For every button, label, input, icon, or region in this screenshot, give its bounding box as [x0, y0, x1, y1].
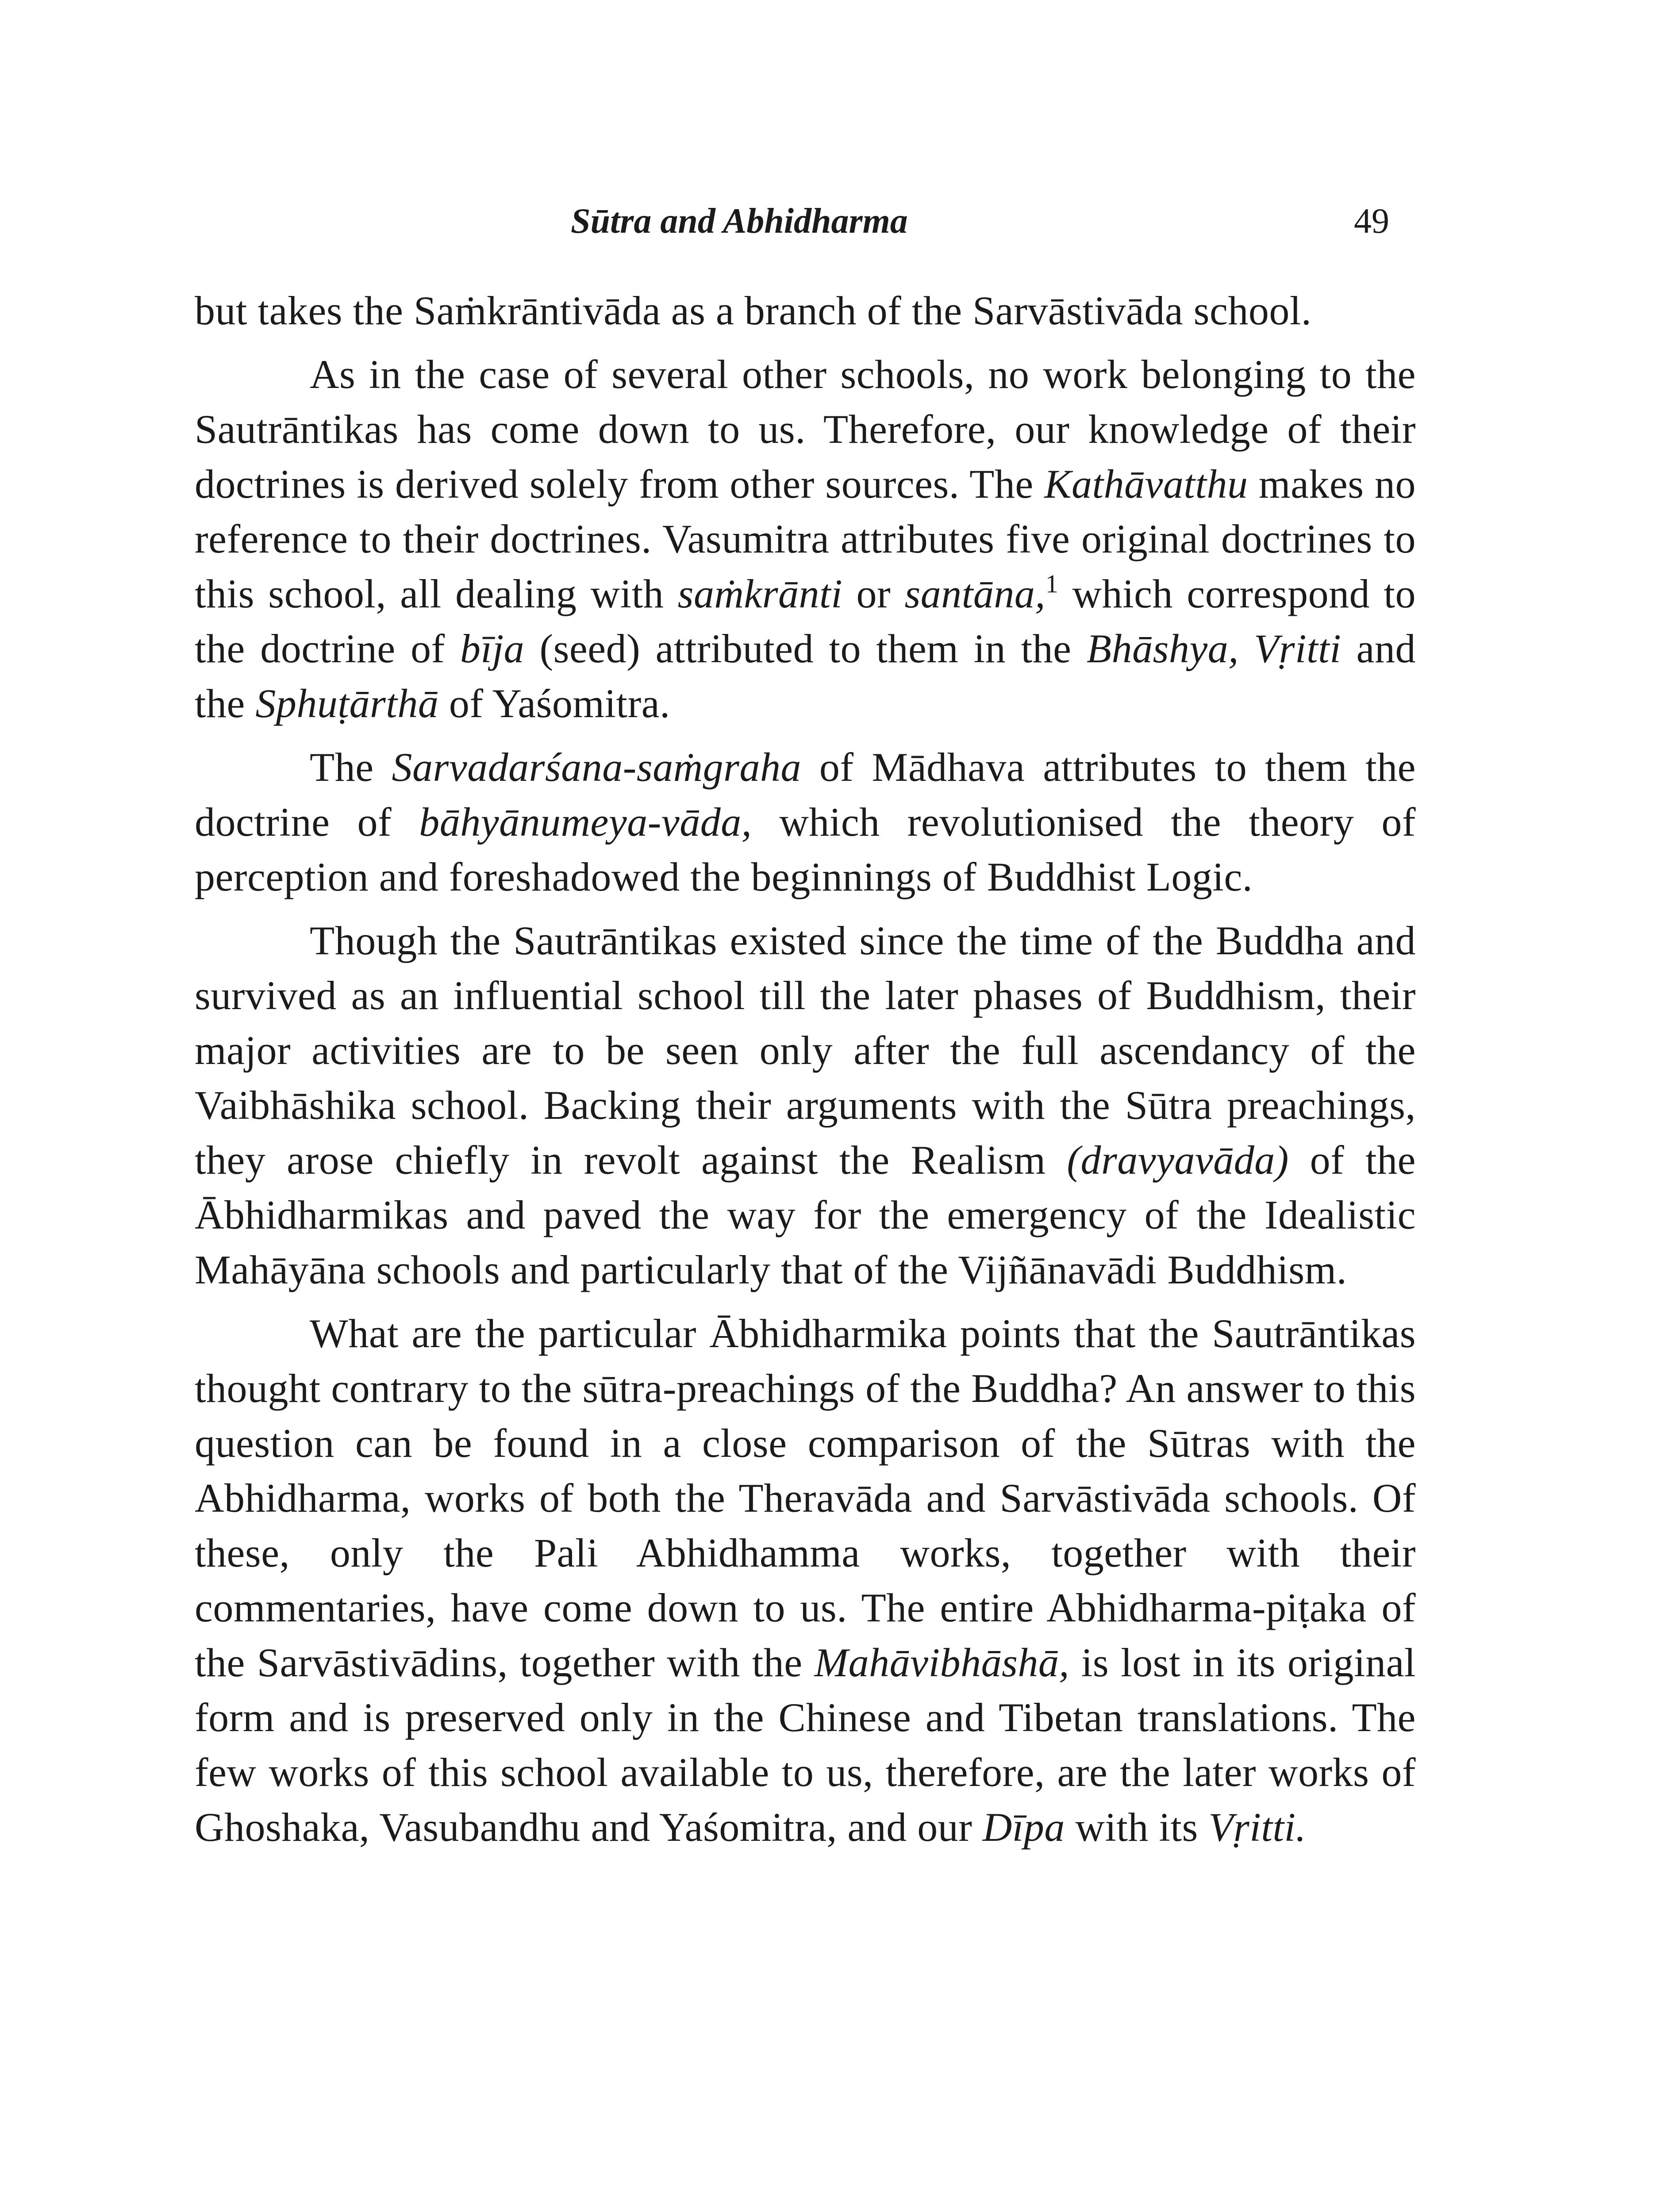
text-run: with its	[1065, 1805, 1209, 1850]
text-run: of Mādhava attributes to them the doctrine of	[195, 745, 1416, 845]
italic-term: saṁkrānti	[677, 571, 843, 616]
italic-term: Sphuṭārthā	[255, 681, 439, 726]
text-run: or	[842, 571, 905, 616]
page-number: 49	[1354, 202, 1389, 241]
paragraph	[195, 283, 1416, 338]
italic-term: (dravyavāda)	[1067, 1137, 1289, 1183]
running-header	[0, 195, 1672, 248]
text-run: is lost in its original form and is preserved only in the Chinese and Tibetan translations. The few works of this school available to us, therefore, are the later works of Ghoshaka, Vasubandhu and Yaśomitra, and our	[195, 1640, 1416, 1850]
footnote-reference: 1	[1045, 569, 1059, 598]
text-run: and the	[195, 626, 1416, 726]
text-run: which correspond to the doctrine of	[195, 571, 1416, 671]
italic-term: bāhyānumeya-vāda,	[419, 799, 752, 845]
text-run: but takes the Saṁkrāntivāda as a branch of the Sarvāstivāda school.	[195, 288, 1312, 333]
paragraph	[195, 1306, 1416, 1855]
italic-term: Sarvadarśana-saṁgraha	[392, 745, 801, 790]
paragraph	[195, 347, 1416, 731]
italic-term: Vṛitti.	[1208, 1805, 1307, 1850]
text-run: What are the particular Ābhidharmika points that the Sautrāntikas thought contrary to the sūtra-preachings of the Buddha? An answer to this question can be found in a close comparison of the Sūtras with the Abhidharma, works of both the Theravāda and Sarvāstivāda schools. Of these, only the Pali Abhidhamma works, together with their commentaries, have come down to us. The entire Abhidharma-piṭaka of the Sarvāstivādins, together with the	[195, 1311, 1416, 1685]
text-run: (seed) attributed to them in the	[524, 626, 1087, 671]
text-run: makes no reference to their doctrines. Vasumitra attributes five original doctrines to this school, all dealing with	[195, 461, 1416, 616]
paragraph	[195, 740, 1416, 904]
italic-term: bīja	[460, 626, 525, 671]
text-run: The	[310, 745, 392, 790]
running-title: Sūtra and Abhidharma	[571, 202, 908, 241]
text-run: As in the case of several other schools, no work belonging to the Sautrāntikas has come down to us. Therefore, our knowledge of their doctrines is derived solely from other sources. The	[195, 352, 1416, 507]
italic-term: Kathāvatthu	[1044, 461, 1248, 507]
text-run: which revolutionised the theory of perception and foreshadowed the beginnings of Buddhist Logic.	[195, 799, 1416, 899]
italic-term: santāna,	[904, 571, 1045, 616]
text-run: of the Ābhidharmikas and paved the way for the emergency of the Idealistic Mahāyāna schools and particularly that of the Vijñānavādi Buddhism.	[195, 1137, 1416, 1292]
italic-term: Dīpa	[982, 1805, 1065, 1850]
text-run: of Yaśomitra.	[438, 681, 670, 726]
italic-term: Mahāvibhāshā,	[814, 1640, 1069, 1685]
text-run: Though the Sautrāntikas existed since the time of the Buddha and survived as an influential school till the later phases of Buddhism, their major activities are to be seen only after the full ascendancy of the Vaibhāshika school. Backing their arguments with the Sūtra preachings, they arose chiefly in revolt against the Realism	[195, 918, 1416, 1183]
body-text	[195, 283, 1416, 1855]
italic-term: Bhāshya, Vṛitti	[1086, 626, 1341, 671]
paragraph	[195, 913, 1416, 1297]
